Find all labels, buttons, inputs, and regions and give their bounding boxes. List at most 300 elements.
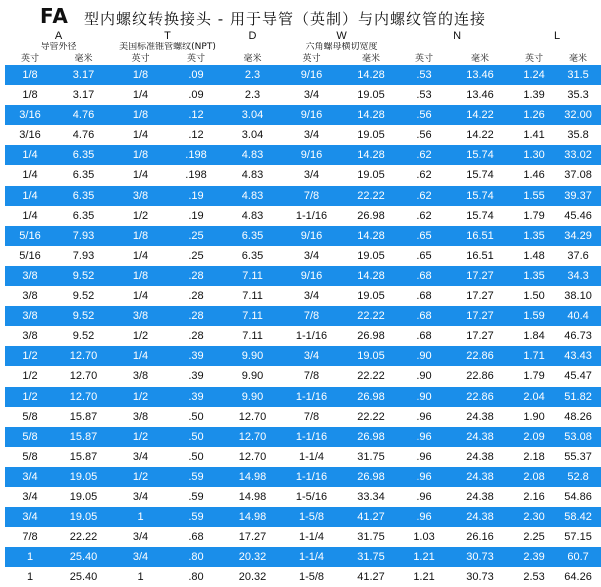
table-cell: 12.70 — [55, 387, 112, 407]
table-cell: 53.08 — [555, 427, 601, 447]
table-cell: .50 — [169, 427, 223, 447]
table-cell: 1-5/8 — [282, 567, 341, 587]
table-cell: .12 — [169, 105, 223, 125]
table-cell: 12.70 — [55, 366, 112, 386]
table-cell: 3/4 — [5, 507, 55, 527]
column-letter-d: D — [248, 30, 257, 42]
table-cell: 3/8 — [5, 286, 55, 306]
table-cell: 31.75 — [341, 447, 401, 467]
table-cell: 17.27 — [447, 266, 513, 286]
table-cell: 46.73 — [555, 326, 601, 346]
table-cell: 4.83 — [223, 186, 282, 206]
unit-header: 英寸 — [415, 54, 434, 64]
table-cell: 1/2 — [112, 427, 169, 447]
table-cell: 2.3 — [223, 85, 282, 105]
table-cell: 17.27 — [447, 286, 513, 306]
table-cell: 22.86 — [447, 387, 513, 407]
table-cell: 9.52 — [55, 286, 112, 306]
table-row — [5, 306, 601, 326]
table-cell: .198 — [169, 165, 223, 185]
table-cell: .90 — [401, 387, 447, 407]
table-cell: 1.48 — [513, 246, 555, 266]
table-cell: 20.32 — [223, 567, 282, 587]
table-cell: 9/16 — [282, 105, 341, 125]
table-cell: 1/4 — [5, 145, 55, 165]
table-cell: 22.86 — [447, 346, 513, 366]
table-cell: 3/8 — [112, 306, 169, 326]
table-cell: 1/4 — [112, 346, 169, 366]
table-body — [5, 65, 601, 587]
table-cell: 7.11 — [223, 306, 282, 326]
table-cell: 9.52 — [55, 306, 112, 326]
table-cell: 1.35 — [513, 226, 555, 246]
table-cell: .25 — [169, 226, 223, 246]
table-cell: .53 — [401, 85, 447, 105]
table-cell: 17.27 — [223, 527, 282, 547]
table-cell: 1/2 — [5, 366, 55, 386]
table-cell: 1.41 — [513, 125, 555, 145]
table-cell: 2.25 — [513, 527, 555, 547]
table-cell: 15.74 — [447, 145, 513, 165]
table-cell: 9.90 — [223, 346, 282, 366]
table-cell: 1.46 — [513, 165, 555, 185]
table-cell: 1-1/16 — [282, 326, 341, 346]
table-cell: 15.74 — [447, 165, 513, 185]
table-row — [5, 427, 601, 447]
table-cell: 19.05 — [341, 346, 401, 366]
table-cell: 1.21 — [401, 547, 447, 567]
table-row — [5, 105, 601, 125]
unit-header: 英寸 — [131, 54, 150, 64]
unit-header: 英寸 — [525, 54, 544, 64]
table-cell: 1-1/16 — [282, 467, 341, 487]
table-cell: 37.6 — [555, 246, 601, 266]
table-cell: 1/4 — [5, 186, 55, 206]
table-cell: 1/8 — [112, 226, 169, 246]
table-cell: 7/8 — [282, 186, 341, 206]
table-row — [5, 407, 601, 427]
table-row — [5, 266, 601, 286]
table-cell: 3/8 — [5, 266, 55, 286]
table-cell: 1/4 — [112, 286, 169, 306]
table-cell: 1 — [5, 567, 55, 587]
table-cell: 13.46 — [447, 85, 513, 105]
unit-header: 毫米 — [471, 54, 490, 64]
table-cell: .59 — [169, 507, 223, 527]
table-cell: .09 — [169, 65, 223, 85]
table-cell: 16.51 — [447, 246, 513, 266]
table-cell: 19.05 — [341, 286, 401, 306]
table-cell: 12.70 — [55, 346, 112, 366]
table-cell: 19.05 — [341, 125, 401, 145]
table-cell: 26.98 — [341, 467, 401, 487]
table-cell: 26.98 — [341, 387, 401, 407]
table-cell: .96 — [401, 407, 447, 427]
table-cell: 1-1/16 — [282, 206, 341, 226]
table-cell: 1/4 — [112, 125, 169, 145]
column-desc-t: 美国标准锥管螺纹(NPT) — [119, 42, 216, 52]
table-cell: 54.86 — [555, 487, 601, 507]
table-cell: 7.11 — [223, 266, 282, 286]
table-cell: 15.87 — [55, 427, 112, 447]
column-desc-w: 六角螺母横切宽度 — [305, 42, 378, 52]
table-cell: 3.04 — [223, 125, 282, 145]
table-row — [5, 507, 601, 527]
table-cell: 3/4 — [112, 527, 169, 547]
table-cell: 24.38 — [447, 507, 513, 527]
column-description-row — [5, 42, 601, 53]
table-row — [5, 447, 601, 467]
table-cell: 34.29 — [555, 226, 601, 246]
table-cell: .62 — [401, 206, 447, 226]
table-row — [5, 145, 601, 165]
table-cell: 3.04 — [223, 105, 282, 125]
table-cell: 14.98 — [223, 507, 282, 527]
table-cell: 1/2 — [112, 467, 169, 487]
table-cell: .56 — [401, 125, 447, 145]
table-cell: 19.05 — [341, 165, 401, 185]
table-cell: 1.71 — [513, 346, 555, 366]
table-cell: 1-1/16 — [282, 427, 341, 447]
table-cell: 1/8 — [5, 65, 55, 85]
table-cell: 24.38 — [447, 447, 513, 467]
table-cell: .80 — [169, 567, 223, 587]
table-cell: 4.83 — [223, 206, 282, 226]
table-cell: 43.43 — [555, 346, 601, 366]
table-cell: 14.98 — [223, 467, 282, 487]
table-cell: 45.46 — [555, 206, 601, 226]
table-cell: .19 — [169, 206, 223, 226]
table-cell: 35.3 — [555, 85, 601, 105]
table-cell: 22.86 — [447, 366, 513, 386]
table-cell: 14.28 — [341, 65, 401, 85]
table-cell: 9/16 — [282, 266, 341, 286]
table-cell: 45.47 — [555, 366, 601, 386]
table-cell: 3/8 — [112, 407, 169, 427]
table-cell: 20.32 — [223, 547, 282, 567]
table-cell: 1.79 — [513, 206, 555, 226]
table-cell: 12.70 — [223, 447, 282, 467]
table-row — [5, 366, 601, 386]
table-cell: 3/4 — [5, 487, 55, 507]
table-cell: 1.26 — [513, 105, 555, 125]
table-cell: 1.55 — [513, 186, 555, 206]
table-cell: .28 — [169, 306, 223, 326]
table-row — [5, 165, 601, 185]
table-cell: .65 — [401, 226, 447, 246]
table-cell: 52.8 — [555, 467, 601, 487]
column-letter-w: W — [336, 30, 347, 42]
table-cell: 1/4 — [5, 165, 55, 185]
table-cell: 37.08 — [555, 165, 601, 185]
table-cell: 7/8 — [5, 527, 55, 547]
table-cell: 24.38 — [447, 467, 513, 487]
table-cell: 41.27 — [341, 507, 401, 527]
table-cell: 30.73 — [447, 547, 513, 567]
table-cell: 2.09 — [513, 427, 555, 447]
table-cell: 19.05 — [341, 246, 401, 266]
table-cell: 19.05 — [55, 467, 112, 487]
table-cell: 6.35 — [223, 246, 282, 266]
table-cell: 1/8 — [112, 105, 169, 125]
table-cell: 6.35 — [55, 206, 112, 226]
table-cell: 2.3 — [223, 65, 282, 85]
table-row — [5, 346, 601, 366]
table-cell: 33.34 — [341, 487, 401, 507]
column-letter-t: T — [164, 30, 171, 42]
table-cell: .39 — [169, 346, 223, 366]
table-cell: 19.05 — [341, 85, 401, 105]
table-cell: .62 — [401, 186, 447, 206]
table-cell: 1.24 — [513, 65, 555, 85]
table-cell: 5/16 — [5, 226, 55, 246]
table-cell: 1/2 — [5, 346, 55, 366]
table-cell: 12.70 — [223, 427, 282, 447]
table-cell: 1 — [112, 507, 169, 527]
table-cell: .96 — [401, 487, 447, 507]
table-cell: 41.27 — [341, 567, 401, 587]
table-cell: 19.05 — [55, 487, 112, 507]
table-row — [5, 467, 601, 487]
table-cell: .28 — [169, 286, 223, 306]
table-cell: 4.83 — [223, 145, 282, 165]
table-cell: .68 — [401, 266, 447, 286]
unit-header: 英寸 — [302, 54, 321, 64]
table-cell: 17.27 — [447, 326, 513, 346]
table-cell: 2.16 — [513, 487, 555, 507]
table-cell: 3/8 — [5, 306, 55, 326]
table-cell: 4.76 — [55, 125, 112, 145]
table-cell: .198 — [169, 145, 223, 165]
column-letter-row — [5, 30, 601, 42]
table-cell: 26.98 — [341, 427, 401, 447]
table-cell: .96 — [401, 507, 447, 527]
table-cell: .28 — [169, 326, 223, 346]
table-cell: .62 — [401, 165, 447, 185]
table-cell: 2.18 — [513, 447, 555, 467]
table-cell: .39 — [169, 366, 223, 386]
table-cell: 24.38 — [447, 487, 513, 507]
unit-header: 英寸 — [187, 54, 206, 64]
table-cell: 15.87 — [55, 447, 112, 467]
title-bar — [0, 4, 601, 28]
table-cell: 14.28 — [341, 226, 401, 246]
table-cell: 1/2 — [112, 387, 169, 407]
table-cell: .62 — [401, 145, 447, 165]
table-cell: .12 — [169, 125, 223, 145]
table-cell: .56 — [401, 105, 447, 125]
table-row — [5, 527, 601, 547]
table-cell: 1-1/4 — [282, 527, 341, 547]
table-cell: 26.16 — [447, 527, 513, 547]
table-cell: .68 — [401, 286, 447, 306]
table-row — [5, 226, 601, 246]
table-cell: 48.26 — [555, 407, 601, 427]
table-cell: 7/8 — [282, 407, 341, 427]
table-cell: 64.26 — [555, 567, 601, 587]
table-cell: 1-1/16 — [282, 387, 341, 407]
table-cell: .96 — [401, 447, 447, 467]
table-cell: .50 — [169, 407, 223, 427]
table-cell: 3/4 — [282, 85, 341, 105]
table-cell: 15.74 — [447, 186, 513, 206]
table-cell: 5/8 — [5, 427, 55, 447]
table-row — [5, 547, 601, 567]
unit-row — [5, 53, 601, 65]
unit-header: 毫米 — [74, 54, 93, 64]
table-cell: 38.10 — [555, 286, 601, 306]
table-cell: 1/8 — [112, 266, 169, 286]
table-cell: 1/8 — [112, 65, 169, 85]
table-cell: 1.79 — [513, 366, 555, 386]
table-cell: 1/4 — [112, 165, 169, 185]
table-cell: 9.52 — [55, 266, 112, 286]
table-cell: 1-1/4 — [282, 447, 341, 467]
table-cell: 3/16 — [5, 105, 55, 125]
table-cell: 6.35 — [223, 226, 282, 246]
table-cell: 30.73 — [447, 567, 513, 587]
column-letter-l: L — [553, 30, 561, 42]
table-cell: 31.75 — [341, 527, 401, 547]
table-cell: 6.35 — [55, 165, 112, 185]
table-cell: 19.05 — [55, 507, 112, 527]
table-cell: 33.02 — [555, 145, 601, 165]
table-cell: 2.04 — [513, 387, 555, 407]
column-letter-n: N — [453, 30, 462, 42]
table-row — [5, 286, 601, 306]
table-cell: 9/16 — [282, 65, 341, 85]
table-cell: 25.40 — [55, 567, 112, 587]
table-cell: 1/8 — [112, 145, 169, 165]
table-cell: 3/8 — [112, 366, 169, 386]
table-cell: 1.84 — [513, 326, 555, 346]
table-cell: 35.8 — [555, 125, 601, 145]
table-cell: 1/2 — [112, 326, 169, 346]
table-cell: 3/4 — [282, 125, 341, 145]
table-cell: 16.51 — [447, 226, 513, 246]
table-cell: 60.7 — [555, 547, 601, 567]
table-cell: 2.39 — [513, 547, 555, 567]
table-row — [5, 206, 601, 226]
table-cell: 3/4 — [282, 286, 341, 306]
column-desc-d — [223, 42, 282, 53]
table-cell: 1.21 — [401, 567, 447, 587]
table-cell: .68 — [401, 326, 447, 346]
table-cell: 9.52 — [55, 326, 112, 346]
table-cell: 3/4 — [282, 346, 341, 366]
table-cell: 14.28 — [341, 145, 401, 165]
table-cell: 9/16 — [282, 226, 341, 246]
table-cell: .96 — [401, 427, 447, 447]
table-cell: 55.37 — [555, 447, 601, 467]
table-cell: 1.59 — [513, 306, 555, 326]
table-cell: 15.87 — [55, 407, 112, 427]
table-cell: .28 — [169, 266, 223, 286]
table-cell: 58.42 — [555, 507, 601, 527]
table-cell: 13.46 — [447, 65, 513, 85]
table-cell: 1-1/4 — [282, 547, 341, 567]
table-cell: 9.90 — [223, 366, 282, 386]
unit-header: 英寸 — [20, 54, 39, 64]
table-cell: .39 — [169, 387, 223, 407]
table-cell: 57.15 — [555, 527, 601, 547]
table-cell: 31.5 — [555, 65, 601, 85]
table-cell: 24.38 — [447, 427, 513, 447]
table-cell: 5/8 — [5, 407, 55, 427]
table-cell: 6.35 — [55, 145, 112, 165]
unit-header: 毫米 — [569, 54, 588, 64]
table-cell: 1/2 — [112, 206, 169, 226]
table-cell: 1-5/8 — [282, 507, 341, 527]
table-cell: .80 — [169, 547, 223, 567]
table-cell: 14.28 — [341, 105, 401, 125]
table-cell: 1.30 — [513, 145, 555, 165]
table-cell: 9.90 — [223, 387, 282, 407]
table-cell: .96 — [401, 467, 447, 487]
table-cell: 7/8 — [282, 306, 341, 326]
unit-header: 毫米 — [243, 54, 262, 64]
table-cell: .90 — [401, 366, 447, 386]
table-cell: .68 — [401, 306, 447, 326]
table-cell: 1.50 — [513, 286, 555, 306]
table-row — [5, 326, 601, 346]
table-cell: 3/4 — [282, 165, 341, 185]
table-cell: 4.76 — [55, 105, 112, 125]
table-cell: 1/8 — [5, 85, 55, 105]
table-cell: 24.38 — [447, 407, 513, 427]
table-cell: 7.93 — [55, 226, 112, 246]
table-cell: .59 — [169, 487, 223, 507]
table-cell: .19 — [169, 186, 223, 206]
page-title: 型内螺纹转换接头 - 用于导管（英制）与内螺纹管的连接 — [84, 10, 486, 28]
spec-table — [5, 30, 601, 587]
table-cell: 3/4 — [112, 447, 169, 467]
column-letter-a: A — [54, 30, 63, 42]
table-cell: 1 — [112, 567, 169, 587]
table-cell: 14.22 — [447, 105, 513, 125]
table-cell: 3/8 — [112, 186, 169, 206]
table-cell: 15.74 — [447, 206, 513, 226]
table-cell: 26.98 — [341, 206, 401, 226]
table-row — [5, 567, 601, 587]
column-desc-l — [513, 42, 601, 53]
table-cell: 14.98 — [223, 487, 282, 507]
table-cell: 1.90 — [513, 407, 555, 427]
table-cell: 3.17 — [55, 65, 112, 85]
table-cell: 2.53 — [513, 567, 555, 587]
table-cell: 26.98 — [341, 326, 401, 346]
table-cell: 1/2 — [5, 387, 55, 407]
table-cell: 5/16 — [5, 246, 55, 266]
table-cell: 32.00 — [555, 105, 601, 125]
table-cell: 1/4 — [112, 85, 169, 105]
table-cell: 3/4 — [282, 246, 341, 266]
table-cell: .65 — [401, 246, 447, 266]
table-cell: 22.22 — [341, 306, 401, 326]
column-desc-n — [401, 42, 513, 53]
table-cell: 2.30 — [513, 507, 555, 527]
table-cell: 1.03 — [401, 527, 447, 547]
table-cell: 9/16 — [282, 145, 341, 165]
table-cell: 1.39 — [513, 85, 555, 105]
table-row — [5, 487, 601, 507]
table-row — [5, 186, 601, 206]
table-cell: 7/8 — [282, 366, 341, 386]
table-cell: 14.22 — [447, 125, 513, 145]
table-cell: .68 — [169, 527, 223, 547]
table-cell: 7.93 — [55, 246, 112, 266]
table-cell: 7.11 — [223, 286, 282, 306]
